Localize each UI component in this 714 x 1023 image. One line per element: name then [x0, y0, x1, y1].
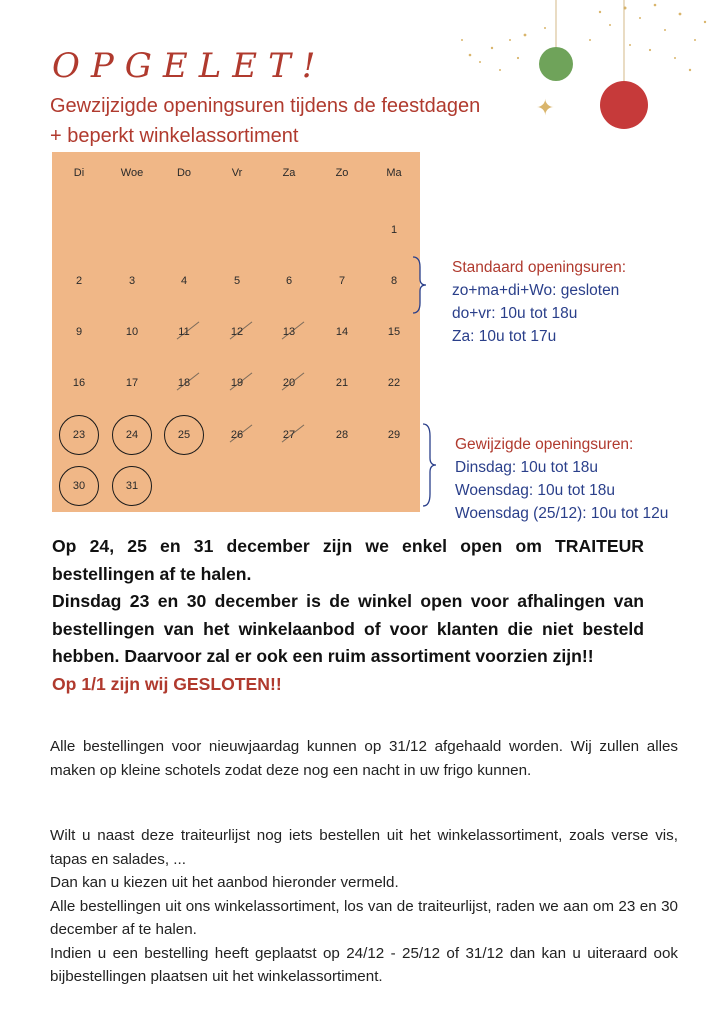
changed-hours-line: Woensdag (25/12): 10u tot 12u	[455, 505, 669, 522]
calendar-day: 14	[335, 326, 349, 338]
calendar-day: 13	[282, 326, 296, 338]
changed-hours-heading: Gewijzigde openingsuren:	[455, 436, 634, 453]
page-title: OPGELET!	[52, 46, 327, 86]
calendar-day: 29	[387, 429, 401, 441]
calendar-day: 24	[125, 429, 139, 441]
calendar-day: 17	[125, 377, 139, 389]
gold-speckles	[461, 4, 706, 72]
changed-hours	[455, 433, 668, 525]
weekday-label: Ma	[386, 167, 402, 179]
weekday-label: Za	[282, 167, 296, 179]
calendar-day: 5	[233, 275, 241, 287]
calendar-day: 11	[178, 326, 190, 338]
body-paragraph-2-line: Alle bestellingen uit ons winkelassortiment, los van de traiteurlijst, raden we aan om 23 en 30 december af te halen.	[50, 897, 678, 938]
calendar-day: 27	[282, 429, 296, 441]
standard-hours-line: zo+ma+di+Wo: gesloten	[452, 282, 620, 299]
subtitle-line-1: Gewzijzigde openingsuren tijdens de feestdagen	[50, 95, 481, 117]
sparkle-icon: ✦	[536, 95, 555, 120]
standard-hours-line: do+vr: 10u tot 18u	[452, 305, 578, 322]
notice-paragraph-2: Dinsdag 23 en 30 december is de winkel open voor afhalingen van bestellingen van het winkelaanbod of voor klanten die niet besteld hebben. Daarvoor zal er ook een ruim assortiment voorzien zijn!!	[52, 591, 644, 666]
standard-hours	[452, 256, 626, 348]
calendar-day: 22	[387, 377, 401, 389]
calendar-day: 31	[125, 480, 139, 492]
brace-changed	[420, 422, 440, 508]
weekday-label: Zo	[335, 167, 349, 179]
weekday-label: Vr	[231, 167, 243, 179]
standard-hours-line: Za: 10u tot 17u	[452, 328, 557, 345]
green-ornament	[539, 47, 573, 81]
calendar-day: 25	[177, 429, 191, 441]
calendar-day: 26	[230, 429, 244, 441]
calendar-day: 10	[125, 326, 139, 338]
calendar-day: 30	[72, 480, 86, 492]
calendar-day: 9	[75, 326, 83, 338]
subtitle-line-2: + beperkt winkelassortiment	[50, 125, 299, 147]
notice-block	[52, 533, 644, 698]
calendar-day: 1	[390, 224, 398, 236]
calendar-day: 16	[72, 377, 86, 389]
calendar-day: 12	[230, 326, 244, 338]
calendar-day: 19	[230, 377, 244, 389]
calendar-day: 2	[75, 275, 83, 287]
calendar-day: 6	[285, 275, 293, 287]
notice-paragraph-1: Op 24, 25 en 31 december zijn we enkel open om TRAITEUR bestellingen af te halen.	[52, 536, 644, 584]
calendar-day: 8	[390, 275, 398, 287]
standard-hours-heading: Standaard openingsuren:	[452, 259, 627, 276]
body-paragraph-1: Alle bestellingen voor nieuwjaardag kunnen op 31/12 afgehaald worden. Wij zullen alles maken op kleine schotels zodat deze nog een nacht in uw frigo kunnen.	[50, 738, 678, 779]
body-paragraph-2-line: Dan kan u kiezen uit het aanbod hieronder vermeld.	[50, 874, 399, 891]
calendar-day: 28	[335, 429, 349, 441]
calendar-day: 3	[128, 275, 136, 287]
closed-notice: Op 1/1 zijn wij GESLOTEN!!	[52, 673, 282, 694]
calendar-day: 21	[335, 377, 349, 389]
changed-hours-line: Dinsdag: 10u tot 18u	[455, 459, 599, 476]
body-paragraph-2-line: Wilt u naast deze traiteurlijst nog iets bestellen uit het winkelassortiment, zoals verse vis, tapas en salades, ...	[50, 827, 678, 868]
calendar-day: 15	[387, 326, 401, 338]
calendar-day: 7	[338, 275, 346, 287]
weekday-label: Do	[176, 167, 192, 179]
december-calendar	[52, 152, 420, 512]
calendar-day: 23	[72, 429, 86, 441]
calendar-day: 20	[282, 377, 296, 389]
body-paragraph-2	[50, 824, 678, 989]
red-ornament	[600, 81, 648, 129]
changed-hours-line: Woensdag: 10u tot 18u	[455, 482, 616, 499]
body-paragraph-2-line: Indien u een bestelling heeft geplaatst op 24/12 - 25/12 of 31/12 dan kan u uiteraard ook bijbestellingen plaatsen uit het winkelassortiment.	[50, 944, 678, 985]
calendar-day: 4	[180, 275, 188, 287]
christmas-ornaments-decoration	[450, 0, 714, 140]
brace-standard	[410, 255, 430, 315]
weekday-label: Woe	[120, 167, 144, 179]
calendar-day: 18	[177, 377, 191, 389]
weekday-label: Di	[73, 167, 85, 179]
